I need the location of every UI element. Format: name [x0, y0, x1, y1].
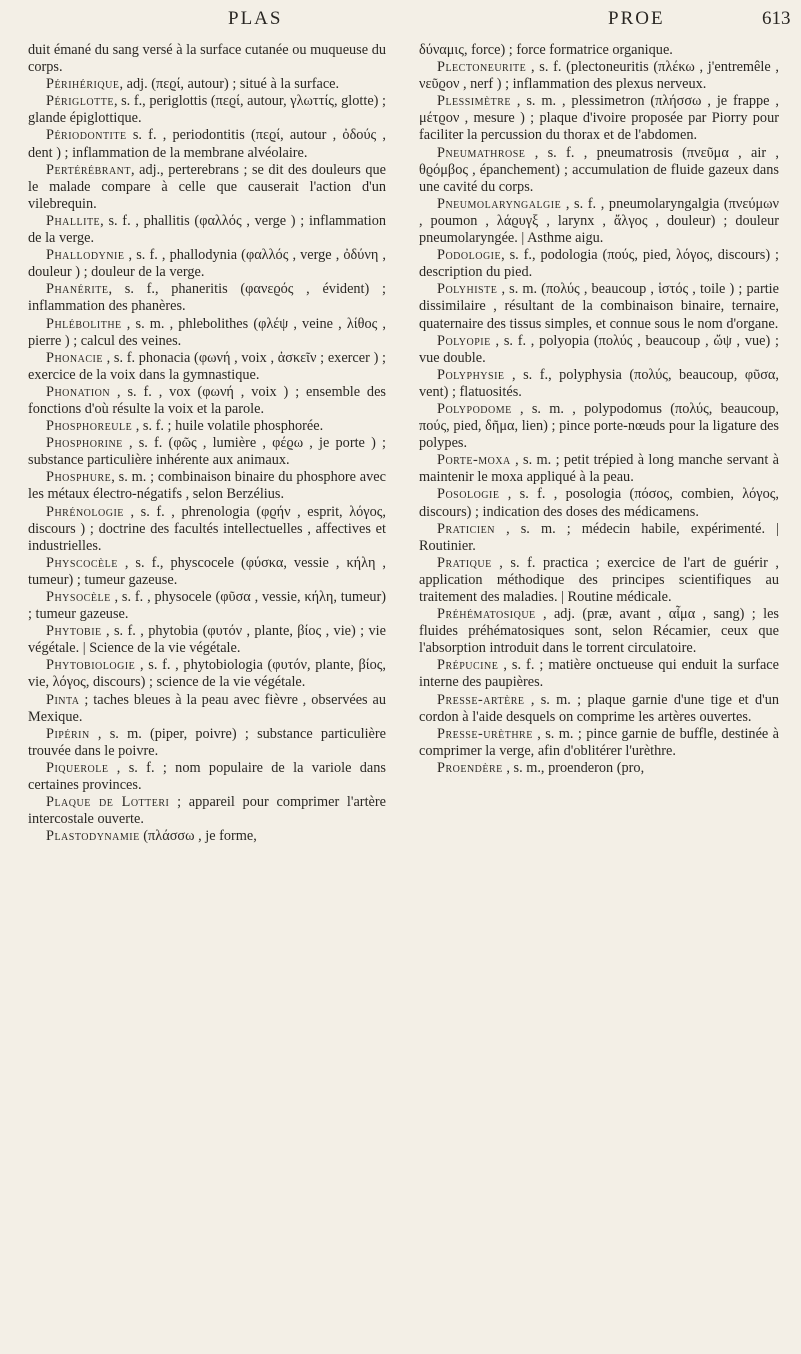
dictionary-entry: [419, 93, 779, 144]
entry-headword: Phosphoreule: [46, 418, 133, 435]
entry-definition: , s. f. , posologia (πόσος, combien, λόγος, discours) ; indication des doses des médicamens.: [419, 486, 779, 520]
entry-definition: , s. f., physcocele (φύσκα, vessie , κήλη , tumeur) ; tumeur gazeuse.: [28, 554, 386, 588]
dictionary-entry: [419, 247, 779, 281]
dictionary-entry: [28, 692, 386, 726]
entry-headword: Presse-urèthre: [437, 725, 533, 742]
entry-definition: , s. m. , phlebolithes (φλέψ , veine , λίθος , pierre ) ; calcul des veines.: [28, 315, 386, 349]
entry-definition: , s. f., phaneritis (φανεϱός , évident) ; inflammation des phanères.: [28, 281, 386, 315]
entry-definition: , s. f. (φῶς , lumière , φέϱω , je porte ) ; substance particulière inhérente aux animaux.: [28, 435, 386, 469]
dictionary-entry: [28, 93, 386, 127]
entry-headword: Phosphure: [46, 469, 112, 486]
entry-headword: Porte-moxa: [437, 452, 511, 469]
dictionary-entry: [28, 418, 386, 435]
entry-headword: Phallodynie: [46, 247, 125, 264]
entry-headword: Physcocèle: [46, 554, 118, 571]
dictionary-entry: [419, 606, 779, 657]
entry-headword: Pneumathrose: [437, 144, 526, 161]
entry-headword: Pertérébrant: [46, 161, 132, 178]
entry-definition: , s. m. , plessimetron (πλήσσω , je frappe , μέτϱον , mesure ) ; plaque d'ivoire proposée par Piorry pour faciliter la percussion du thorax et de l'abdomen.: [419, 93, 779, 144]
entry-headword: Proendère: [437, 759, 503, 776]
entry-headword: Plectoneurite: [437, 59, 527, 76]
entry-headword: Pipérin: [46, 725, 90, 742]
dictionary-entry: [419, 367, 779, 401]
entry-headword: Phonation: [46, 383, 111, 400]
entry-headword: Pinta: [46, 691, 80, 708]
entry-definition: , s. f. , phallodynia (φαλλός , verge , ὀδύνη , douleur ) ; douleur de la verge.: [28, 247, 386, 281]
dictionary-entry: [28, 726, 386, 760]
entry-headword: Plaque de Lotteri: [46, 794, 170, 811]
entry-headword: Presse-artère: [437, 691, 525, 708]
entry-definition: , s. f., polyphysia (πολύς, beaucoup, φῦσα, vent) ; flatuosités.: [419, 366, 779, 400]
entry-definition: , s. m. (piper, poivre) ; substance particulière trouvée dans le poivre.: [28, 725, 386, 759]
entry-headword: Phonacie: [46, 349, 103, 366]
dictionary-entry: [419, 145, 779, 196]
entry-definition: , adj., perterebrans ; se dit des douleurs que le malade compare à celle que causerait l'action d'un vilebrequin.: [28, 161, 386, 212]
entry-definition: , s. f. , vox (φωνή , voix ) ; ensemble des fonctions d'où résulte la voix et la parole.: [28, 383, 386, 417]
entry-definition: , s. m. ; plaque garnie d'une tige et d'un cordon à l'aide desquels on comprime les artères ouvertes.: [419, 691, 779, 725]
dictionary-entry: [419, 555, 779, 606]
dictionary-entry: [28, 316, 386, 350]
entry-definition: , s. f. ; matière onctueuse qui enduit la surface interne des paupières.: [419, 657, 779, 691]
entry-definition: , s. f. , phytobia (φυτόν , plante, βίος , vie) ; vie végétale. | Science de la vie végétale.: [28, 623, 386, 657]
dictionary-entry: [419, 452, 779, 486]
dictionary-entry: [419, 692, 779, 726]
entry-headword: Posologie: [437, 486, 500, 503]
entry-headword: Phlébolithe: [46, 315, 122, 332]
dictionary-entry: [28, 657, 386, 691]
dictionary-entry: [28, 162, 386, 213]
dictionary-entry: [28, 384, 386, 418]
entry-headword: Piquerole: [46, 759, 109, 776]
dictionary-entry: [419, 42, 779, 59]
entry-headword: Pneumolaryngalgie: [437, 195, 562, 212]
entry-definition: , s. f. , pneumolaryngalgia (πνεύμων , poumon , λάϱυγξ , larynx , ἄλγος , douleur) ; douleur pneumolaryngée. | Asthme aigu.: [419, 195, 779, 247]
entry-definition: , s. m. (πολύς , beaucoup , ἱστός , toile ) ; partie dissimilaire , résultant de la combinaison binaire, ternaire, quaternaire des tissus simples, et connue sous le nom d'organe.: [419, 281, 779, 332]
dictionary-entry: [28, 213, 386, 247]
dictionary-entry: [419, 401, 779, 452]
entry-definition: δύναμις, force) ; force formatrice organique.: [419, 42, 673, 58]
entry-definition: , s. f. practica ; exercice de l'art de guérir , application méthodique des principes scientifiques au traitement des maladies. | Routine médicale.: [419, 554, 779, 605]
dictionary-entry: [28, 794, 386, 828]
entry-definition: , s. m. , polypodomus (πολύς, beaucoup, πούς, pied, δῆμα, lien) ; pince porte-nœuds pour la ligature des polypes.: [419, 400, 779, 452]
entry-definition: , s. f. , pneumatrosis (πνεῦμα , air , θϱόμβος , épanchement) ; accumulation de fluide gazeux dans une cavité du corps.: [419, 144, 779, 195]
dictionary-entry: [28, 350, 386, 384]
entry-definition: , s. f. , phrenologia (φϱήν , esprit, λόγος, discours ) ; doctrine des facultés intellectuelles , affectives et industrielles.: [28, 503, 386, 554]
dictionary-entry: [28, 555, 386, 589]
page-number: 613: [762, 8, 791, 29]
entry-headword: Polypodome: [437, 400, 512, 417]
dictionary-entry: [28, 247, 386, 281]
entry-definition: , adj. (præ, avant , αἷμα , sang) ; les fluides préhématosiques sont, selon Récamier, ceux que l'absorption introduit dans le torrent circulatoire.: [419, 606, 779, 657]
entry-headword: Pratique: [437, 554, 492, 571]
entry-definition: , s. f., periglottis (πεϱί, autour, γλωττίς, glotte) ; glande épiglottique.: [28, 93, 386, 127]
entry-headword: Polyphysie: [437, 366, 505, 383]
entry-headword: Physocèle: [46, 589, 111, 605]
running-header: [0, 0, 801, 36]
dictionary-entry: [419, 281, 779, 332]
entry-definition: , s. m. ; pince garnie de buffle, destinée à comprimer la verge, afin d'oblitérer l'urèthre.: [419, 725, 779, 759]
entry-definition: ; taches bleues à la peau avec fièvre , observées au Mexique.: [28, 691, 386, 725]
entry-definition: , s. f. , physocele (φῦσα , vessie, κήλη, tumeur) ; tumeur gazeuse.: [28, 589, 386, 623]
entry-headword: Plastodynamie: [46, 828, 140, 845]
dictionary-entry: [419, 333, 779, 367]
header-right-word: PROE: [608, 8, 665, 29]
dictionary-entry: [28, 589, 386, 623]
dictionary-entry: [28, 281, 386, 315]
entry-definition: , s. f. , phytobiologia (φυτόν, plante, βίος, vie, λόγος, discours) ; science de la vie végétale.: [28, 657, 386, 691]
entry-definition: , s. m. ; combinaison binaire du phosphore avec les métaux électro-négatifs , selon Berzélius.: [28, 469, 386, 503]
dictionary-entry: [28, 435, 386, 469]
entry-headword: Phanérite: [46, 281, 109, 298]
entry-definition: duit émané du sang versé à la surface cutanée ou muqueuse du corps.: [28, 42, 386, 76]
dictionary-entry: [419, 59, 779, 93]
entry-headword: Prépucine: [437, 657, 499, 674]
entry-headword: Praticien: [437, 520, 496, 537]
entry-headword: Préhématosique: [437, 606, 536, 623]
entry-definition: , s. f. , phallitis (φαλλός , verge ) ; inflammation de la verge.: [28, 212, 386, 247]
entry-definition: , s. f. ; huile volatile phosphorée.: [132, 418, 324, 435]
dictionary-entry: [28, 127, 386, 161]
entry-definition: (πλάσσω , je forme,: [139, 828, 257, 845]
entry-definition: s. f. , periodontitis (πεϱί, autour , ὀδούς , dent ) ; inflammation de la membrane alvéolaire.: [28, 127, 386, 161]
entry-headword: Périodontite: [46, 127, 127, 144]
header-left-word: PLAS: [228, 8, 283, 29]
dictionary-entry: [419, 486, 779, 520]
entry-definition: , s. f. , polyopia (πολύς , beaucoup , ὤψ , vue) ; vue double.: [419, 332, 779, 366]
entry-definition: , s. f. (plectoneuritis (πλέκω , j'entremêle , νεῦϱον , nerf ) ; inflammation des plexus nerveux.: [419, 59, 779, 93]
dictionary-entry: [28, 42, 386, 76]
right-column: [419, 42, 779, 1347]
entry-headword: Podologie: [437, 247, 502, 264]
dictionary-entry: [28, 504, 386, 555]
entry-definition: ; appareil pour comprimer l'artère intercostale ouverte.: [28, 794, 386, 828]
entry-definition: , s. m. ; petit trépied à long manche servant à maintenir le moxa appliqué à la peau.: [419, 452, 779, 486]
entry-definition: , s. f. ; nom populaire de la variole dans certaines provinces.: [28, 759, 386, 794]
entry-definition: , s. m. ; médecin habile, expérimenté. | Routinier.: [419, 520, 779, 554]
dictionary-entry: [419, 196, 779, 247]
entry-headword: Phytobie: [46, 623, 102, 640]
entry-headword: Phallite: [46, 212, 101, 229]
dictionary-entry: [28, 760, 386, 794]
entry-headword: Polyhiste: [437, 281, 498, 298]
dictionary-entry: [28, 828, 386, 845]
entry-headword: Phytobiologie: [46, 657, 136, 674]
entry-definition: , s. m., proenderon (pro,: [502, 759, 645, 776]
dictionary-entry: [28, 469, 386, 503]
entry-definition: , s. f., podologia (πούς, pied, λόγος, discours) ; description du pied.: [419, 247, 779, 281]
left-column: [28, 42, 386, 1347]
entry-headword: Périglotte: [46, 93, 114, 110]
entry-headword: Plessimètre: [437, 93, 512, 110]
entry-headword: Phrénologie: [46, 503, 124, 520]
dictionary-entry: [419, 726, 779, 760]
dictionary-entry: [419, 521, 779, 555]
entry-headword: Périhérique: [46, 76, 120, 93]
dictionary-entry: [419, 657, 779, 691]
entry-headword: Polyopie: [437, 332, 491, 349]
dictionary-entry: [28, 76, 386, 93]
dictionary-entry: [419, 760, 779, 777]
entry-definition: , s. f. phonacia (φωνή , voix , ἀσκεῖν ; exercer ) ; exercice de la voix dans la gymnastique.: [28, 349, 386, 383]
entry-definition: , adj. (πεϱί, autour) ; situé à la surface.: [119, 76, 340, 93]
entry-headword: Phosphorine: [46, 435, 123, 452]
dictionary-entry: [28, 623, 386, 657]
